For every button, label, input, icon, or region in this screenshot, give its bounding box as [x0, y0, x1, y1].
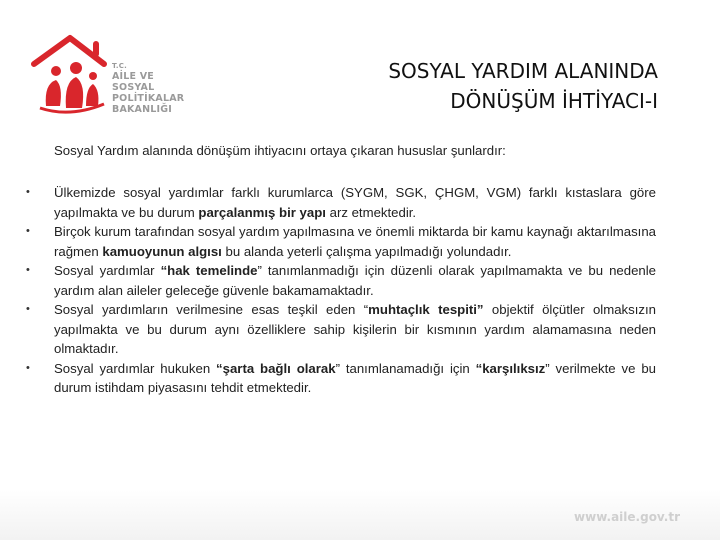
logo-line-1: AİLE VE	[112, 71, 154, 82]
bullet-marker: •	[26, 303, 30, 315]
logo-tc: T.C.	[112, 62, 127, 70]
logo-line-3: BAKANLIĞI	[112, 104, 172, 115]
bullet-marker: •	[26, 361, 30, 374]
intro-text: Sosyal Yardım alanında dönüşüm ihtiyacını ortaya çıkaran hususlar şunlardır:	[54, 143, 506, 158]
list-item	[26, 359, 656, 398]
title-line-2: DÖNÜŞÜM İHTİYACI-I	[450, 89, 658, 113]
bullet-marker: •	[26, 264, 30, 276]
ministry-logo	[30, 34, 230, 118]
website-url: www.aile.gov.tr	[574, 510, 680, 524]
list-item	[26, 261, 656, 300]
page-title	[388, 56, 658, 116]
list-item-text: Sosyal yardımlar “hak temelinde” tanımlanmadığı için düzenli olarak yapılmamakta ve bu nedenle yardım alan aileler geleceğe güvenle bakamamaktadır.	[54, 263, 657, 298]
bullet-list	[26, 183, 656, 398]
title-line-1: SOSYAL YARDIM ALANINDA	[388, 59, 658, 83]
list-item-text: Sosyal yardımların verilmesine esas teşkil eden “muhtaçlık tespiti” objektif ölçütler olmaksızın yapılmakta ve bu durum aynı özelliklere sahip kişilerin bir kısmının yardım alamamasına neden olmaktadır.	[54, 302, 656, 356]
family-house-icon	[30, 34, 110, 118]
logo-line-2: SOSYAL POLİTİKALAR	[112, 82, 185, 104]
list-item-text: Sosyal yardımlar hukuken “şarta bağlı olarak” tanımlanamadığı için “karşılıksız” verilmekte ve bu durum istihdam piyasasını tehdit etmektedir.	[54, 360, 656, 395]
list-item	[26, 222, 656, 261]
logo-text	[112, 62, 230, 115]
list-item	[26, 300, 656, 359]
list-item-text: Ülkemizde sosyal yardımlar farklı kurumlarca (SYGM, SGK, ÇHGM, VGM) farklı kıstaslara göre yapılmakta ve bu durum parçalanmış bir yapı arz etmektedir.	[54, 185, 656, 220]
bullet-marker: •	[26, 225, 30, 237]
list-item-text: Birçok kurum tarafından sosyal yardım yapılmasına ve önemli miktarda bir kamu kaynağı aktarılmasına rağmen kamuoyunun algısı bu alanda yeterli çalışma yapılmadığı yolundadır.	[54, 224, 656, 259]
list-item	[26, 183, 656, 222]
bullet-marker: •	[26, 186, 30, 198]
